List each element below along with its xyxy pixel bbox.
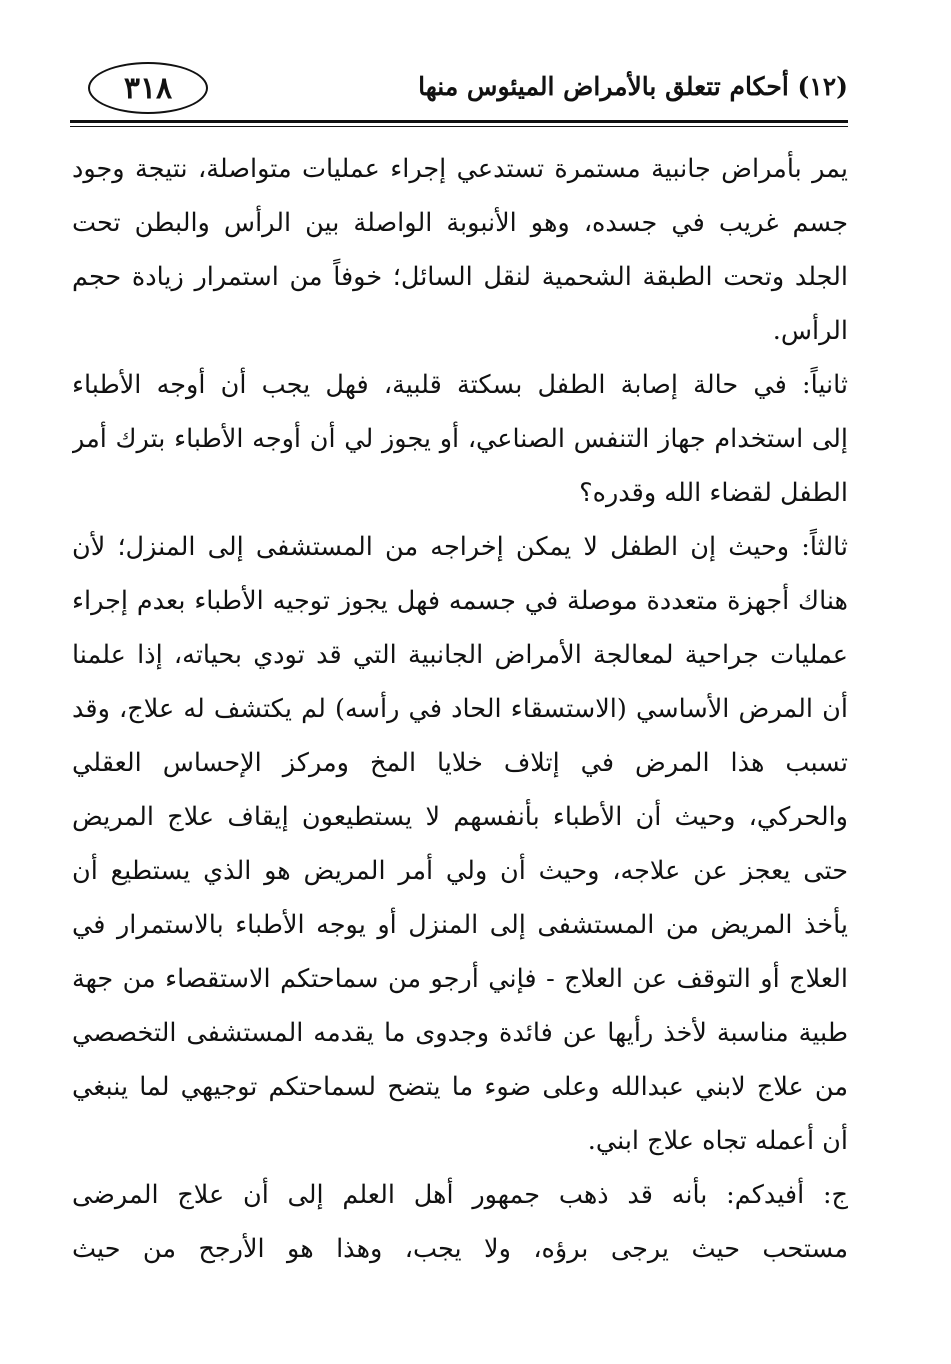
text-line: ثانياً: في حالة إصابة الطفل بسكتة قلبية، فهل يجب أن أوجه الأطباء — [72, 370, 848, 400]
text-line: تسبب هذا المرض في إتلاف خلايا المخ ومركز الإحساس العقلي — [72, 748, 848, 778]
text-line: الرأس. — [772, 316, 848, 346]
running-head-title: (١٢) أحكام تتعلق بالأمراض الميئوس منها — [418, 72, 848, 101]
text-line: مستحب حيث يرجى برؤه، ولا يجب، وهذا هو الأرجح من حيث — [72, 1234, 848, 1264]
text-line: من علاج لابني عبدالله وعلى ضوء ما يتضح لسماحتكم توجيهي لما ينبغي — [72, 1072, 848, 1102]
text-line: العلاج أو التوقف عن العلاج - فإني أرجو من سماحتكم الاستقصاء من جهة — [72, 964, 848, 994]
text-line: هناك أجهزة متعددة موصلة في جسمه فهل يجوز توجيه الأطباء بعدم إجراء — [72, 586, 848, 616]
text-line: والحركي، وحيث أن الأطباء بأنفسهم لا يستطيعون إيقاف علاج المريض — [72, 802, 848, 832]
text-line: الجلد وتحت الطبقة الشحمية لنقل السائل؛ خوفاً من استمرار زيادة حجم — [72, 262, 848, 292]
text-line: يمر بأمراض جانبية مستمرة تستدعي إجراء عمليات متواصلة، نتيجة وجود — [72, 154, 848, 184]
text-line: إلى استخدام جهاز التنفس الصناعي، أو يجوز لي أن أوجه الأطباء بترك أمر — [72, 424, 848, 454]
text-line: عمليات جراحية لمعالجة الأمراض الجانبية التي قد تودي بحياته، إذا علمنا — [72, 640, 848, 670]
page-header — [70, 62, 848, 128]
text-line: ثالثاً: وحيث إن الطفل لا يمكن إخراجه من المستشفى إلى المنزل؛ لأن — [72, 532, 848, 562]
header-rule — [70, 120, 848, 123]
text-line: جسم غريب في جسده، وهو الأنبوبة الواصلة بين الرأس والبطن تحت — [72, 208, 848, 238]
text-line: حتى يعجز عن علاجه، وحيث أن ولي أمر المريض هو الذي يستطيع أن — [72, 856, 848, 886]
text-line: أن المرض الأساسي (الاستسقاء الحاد في رأسه) لم يكتشف له علاج، وقد — [72, 694, 848, 724]
text-line: أن أعمله تجاه علاج ابني. — [587, 1126, 848, 1156]
text-line: الطفل لقضاء الله وقدره؟ — [579, 478, 848, 508]
page-number: ٣١٨ — [88, 62, 208, 114]
body-text — [72, 142, 848, 1276]
text-line: يأخذ المريض من المستشفى إلى المنزل أو يوجه الأطباء بالاستمرار في — [72, 910, 848, 940]
header-rule-thin — [70, 126, 848, 127]
text-line: ج: أفيدكم: بأنه قد ذهب جمهور أهل العلم إلى أن علاج المرضى — [72, 1180, 848, 1210]
text-line: طبية مناسبة لأخذ رأيها عن فائدة وجدوى ما يقدمه المستشفى التخصصي — [72, 1018, 848, 1048]
